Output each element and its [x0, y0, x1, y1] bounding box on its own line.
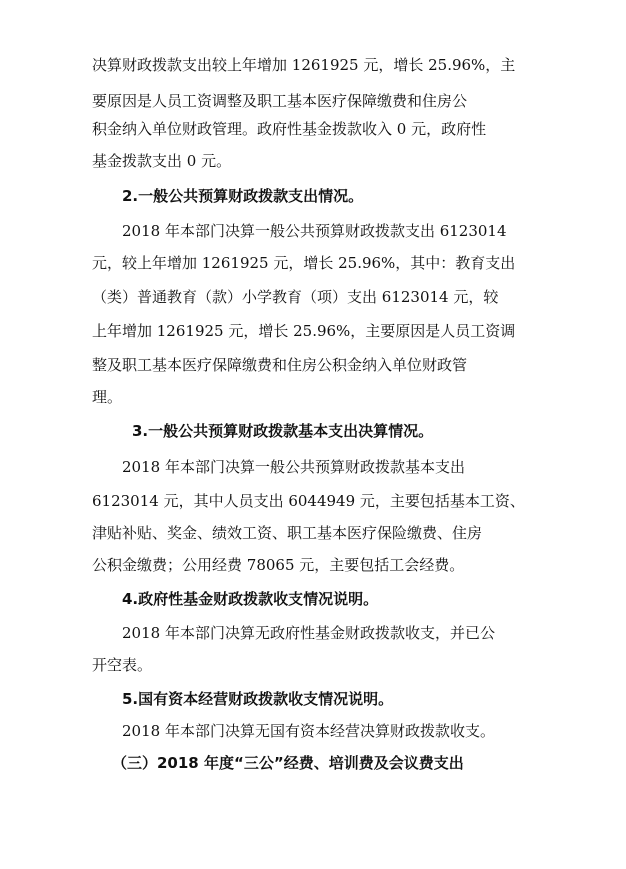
paragraph-line: 2018 年本部门决算无国有资本经营决算财政拨款收支。	[122, 722, 495, 740]
paragraph-line: 上年增加 1261925 元，增长 25.96%，主要原因是人员工资调	[92, 322, 516, 340]
paragraph-line: 要原因是人员工资调整及职工基本医疗保障缴费和住房公	[92, 92, 468, 110]
paragraph-line: 基金拨款支出 0 元。	[92, 152, 232, 170]
paragraph-line: 6123014 元，其中人员支出 6044949 元，主要包括基本工资、	[92, 492, 525, 510]
paragraph-line: 津贴补贴、奖金、绩效工资、职工基本医疗保险缴费、住房	[92, 524, 483, 542]
paragraph-line: 开空表。	[92, 656, 153, 674]
section-title: （三）2018 年度“三公”经费、培训费及会议费支出	[112, 754, 464, 772]
paragraph-line: 2018 年本部门决算无政府性基金财政拨款收支，并已公	[122, 624, 495, 642]
section-heading-3: 3.一般公共预算财政拨款基本支出决算情况。	[132, 422, 434, 440]
paragraph-line: 元，较上年增加 1261925 元，增长 25.96%，其中：教育支出	[92, 254, 516, 272]
section-heading-2: 2.一般公共预算财政拨款支出情况。	[122, 187, 364, 205]
paragraph-line: 理。	[92, 388, 123, 406]
paragraph-line: 2018 年本部门决算一般公共预算财政拨款支出 6123014	[122, 222, 507, 240]
paragraph-line: 决算财政拨款支出较上年增加 1261925 元，增长 25.96%，主	[92, 56, 516, 74]
paragraph-line: （类）普通教育（款）小学教育（项）支出 6123014 元，较	[92, 288, 499, 306]
section-heading-5: 5.国有资本经营财政拨款收支情况说明。	[122, 690, 394, 708]
paragraph-line: 积金纳入单位财政管理。政府性基金拨款收入 0 元，政府性	[92, 120, 487, 138]
paragraph-line: 公积金缴费；公用经费 78065 元，主要包括工会经费。	[92, 556, 465, 574]
paragraph-line: 整及职工基本医疗保障缴费和住房公积金纳入单位财政管	[92, 356, 468, 374]
paragraph-line: 2018 年本部门决算一般公共预算财政拨款基本支出	[122, 458, 465, 476]
section-heading-4: 4.政府性基金财政拨款收支情况说明。	[122, 590, 379, 608]
